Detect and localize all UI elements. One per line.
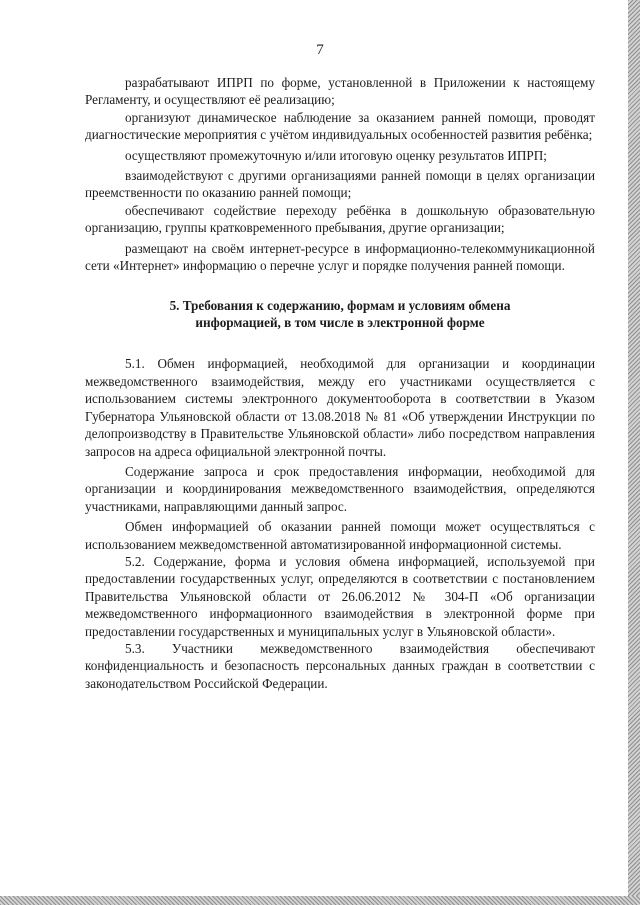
paragraph-5-3: 5.3. Участники межведомственного взаимодействия обеспечивают конфиденциальность и безопасность персональных данных граждан в соответствии с законодательством Российской Федерации. [85,640,595,691]
list-item: разрабатывают ИПРП по форме, установленной в Приложении к настоящему Регламенту, и осуществляют её реализацию; [85,75,595,108]
scan-edge-bottom [0,896,640,905]
paragraph: Содержание запроса и срок предоставления информации, необходимой для организации и координирования межведомственного взаимодействия, определяются участниками, направляющими данный запрос. [85,463,595,514]
list-item: взаимодействуют с другими организациями ранней помощи в целях организации преемственности по оказанию ранней помощи; [85,168,595,201]
page-number: 7 [316,42,324,58]
document-body [85,74,595,692]
section-heading-line-2: информацией, в том числе в электронной форме [195,315,485,331]
section-heading [85,297,595,331]
list-item: осуществляют промежуточную и/или итоговую оценку результатов ИПРП; [125,147,547,163]
paragraph-5-1: 5.1. Обмен информацией, необходимой для организации и координации межведомственного взаимодействия, между его участниками осуществляется с использованием системы электронного документооборота в соответствии в Указом Губернатора Ульяновской области от 13.08.2018 № 81 «Об утверждении Инструкции по делопроизводству в Правительстве Ульяновской области» либо посредством направления запросов на адреса официальной электронной почты. [85,356,595,459]
scan-edge-right [628,0,640,905]
list-item: обеспечивают содействие переходу ребёнка в дошкольную образовательную организацию, группы кратковременного пребывания, другие организации; [85,202,595,236]
list-item: размещают на своём интернет-ресурсе в информационно-телекоммуникационной сети «Интернет» информацию о перечне услуг и порядке получения ранней помощи. [85,240,595,274]
paragraph-5-2: 5.2. Содержание, форма и условия обмена информацией, используемой при предоставлении государственных услуг, определяются в соответствии с постановлением Правительства Ульяновской области от 26.06.2012 № 304-П «Об организации межведомственного информационного взаимодействия в электронной форме при предоставлении государственных и муниципальных услуг в Ульяновской области». [85,553,595,639]
paragraph: Обмен информацией об оказании ранней помощи может осуществляться с использованием межведомственной автоматизированной информационной системы. [85,519,595,552]
list-item: организуют динамическое наблюдение за оказанием ранней помощи, проводят диагностические мероприятия с учётом индивидуальных особенностей развития ребёнка; [85,109,595,143]
section-heading-line-1: 5. Требования к содержанию, формам и условиям обмена [169,298,511,314]
